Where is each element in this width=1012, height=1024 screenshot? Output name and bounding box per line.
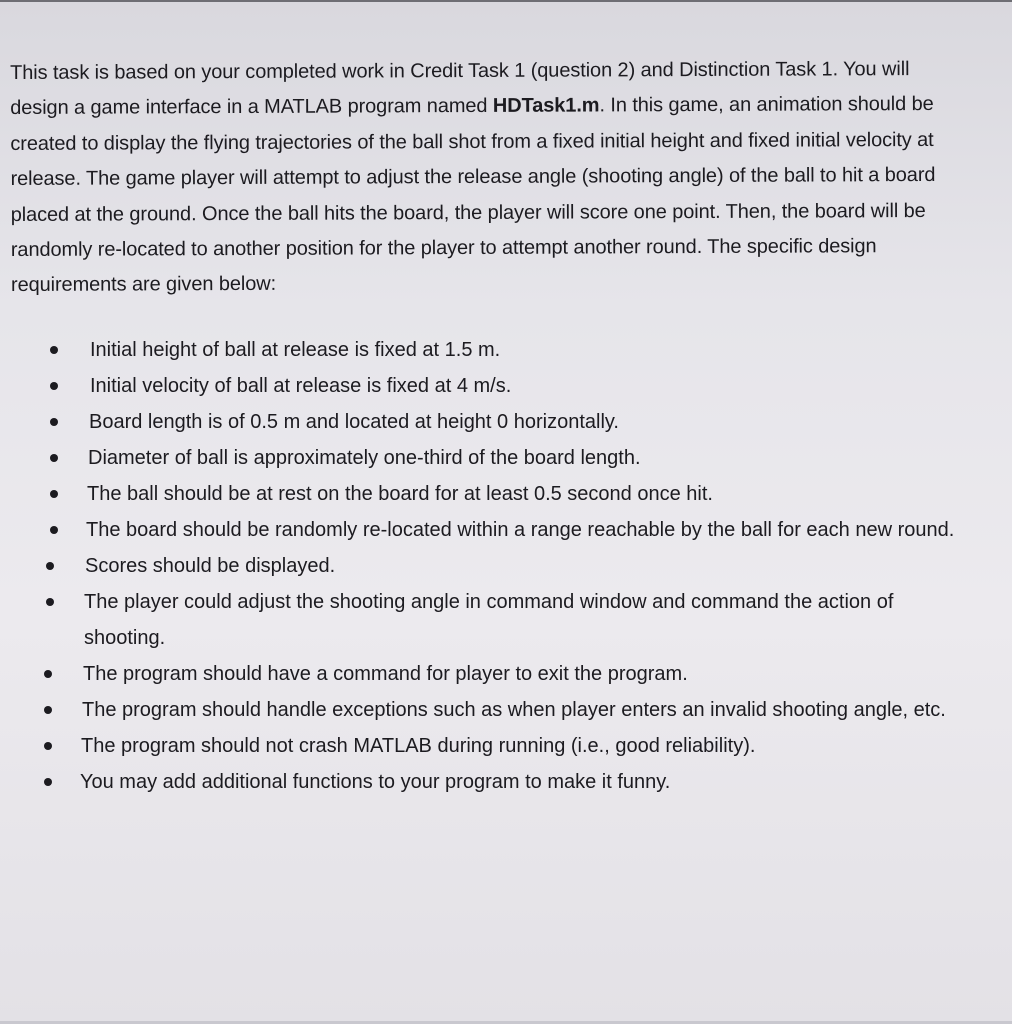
bullet-icon bbox=[46, 562, 54, 570]
bullet-icon bbox=[50, 454, 58, 462]
list-item: Scores should be displayed. bbox=[10, 548, 970, 584]
list-item: The program should not crash MATLAB during running (i.e., good reliability). bbox=[10, 728, 970, 764]
requirements-list bbox=[10, 332, 970, 800]
intro-text-part2: . In this game, an animation should be created to display the flying trajectories of the ball shot from a fixed initial height and fixed initial velocity at release. The game player will attempt to adjust the release angle (shooting angle) of the ball to hit a board placed at the ground. Once the ball hits the board, the player will score one point. Then, the board will be randomly re-located to another position for the player to attempt another round. The specific design requirements are given below: bbox=[10, 93, 936, 297]
list-item: The player could adjust the shooting angle in command window and command the action of shooting. bbox=[10, 584, 970, 656]
list-item: Initial velocity of ball at release is fixed at 4 m/s. bbox=[10, 368, 970, 404]
program-filename: HDTask1.m bbox=[492, 94, 600, 118]
task-document bbox=[10, 56, 970, 800]
list-item: Initial height of ball at release is fixed at 1.5 m. bbox=[10, 332, 970, 368]
bullet-icon bbox=[44, 706, 52, 714]
intro-text-part1: This task is based on your completed work in Credit Task 1 (question 2) and Distinction Task 1. You will design a game interface in a MATLAB program named bbox=[10, 58, 910, 120]
bullet-icon bbox=[50, 346, 58, 354]
list-item: The ball should be at rest on the board for at least 0.5 second once hit. bbox=[10, 476, 970, 512]
list-item: Diameter of ball is approximately one-third of the board length. bbox=[10, 440, 970, 476]
bullet-icon bbox=[46, 598, 54, 606]
bullet-icon bbox=[50, 490, 58, 498]
bullet-icon bbox=[50, 418, 58, 426]
bullet-icon bbox=[44, 778, 52, 786]
list-item: The board should be randomly re-located within a range reachable by the ball for each new round. bbox=[10, 512, 970, 548]
bullet-icon bbox=[50, 382, 58, 390]
list-item: You may add additional functions to your program to make it funny. bbox=[10, 764, 970, 800]
list-item: Board length is of 0.5 m and located at height 0 horizontally. bbox=[10, 404, 970, 440]
list-item: The program should have a command for player to exit the program. bbox=[10, 656, 970, 692]
bullet-icon bbox=[44, 670, 52, 678]
page-top-edge bbox=[0, 0, 1012, 2]
bullet-icon bbox=[44, 742, 52, 750]
intro-paragraph bbox=[10, 52, 971, 304]
list-item: The program should handle exceptions such as when player enters an invalid shooting angle, etc. bbox=[10, 692, 970, 728]
bullet-icon bbox=[50, 526, 58, 534]
